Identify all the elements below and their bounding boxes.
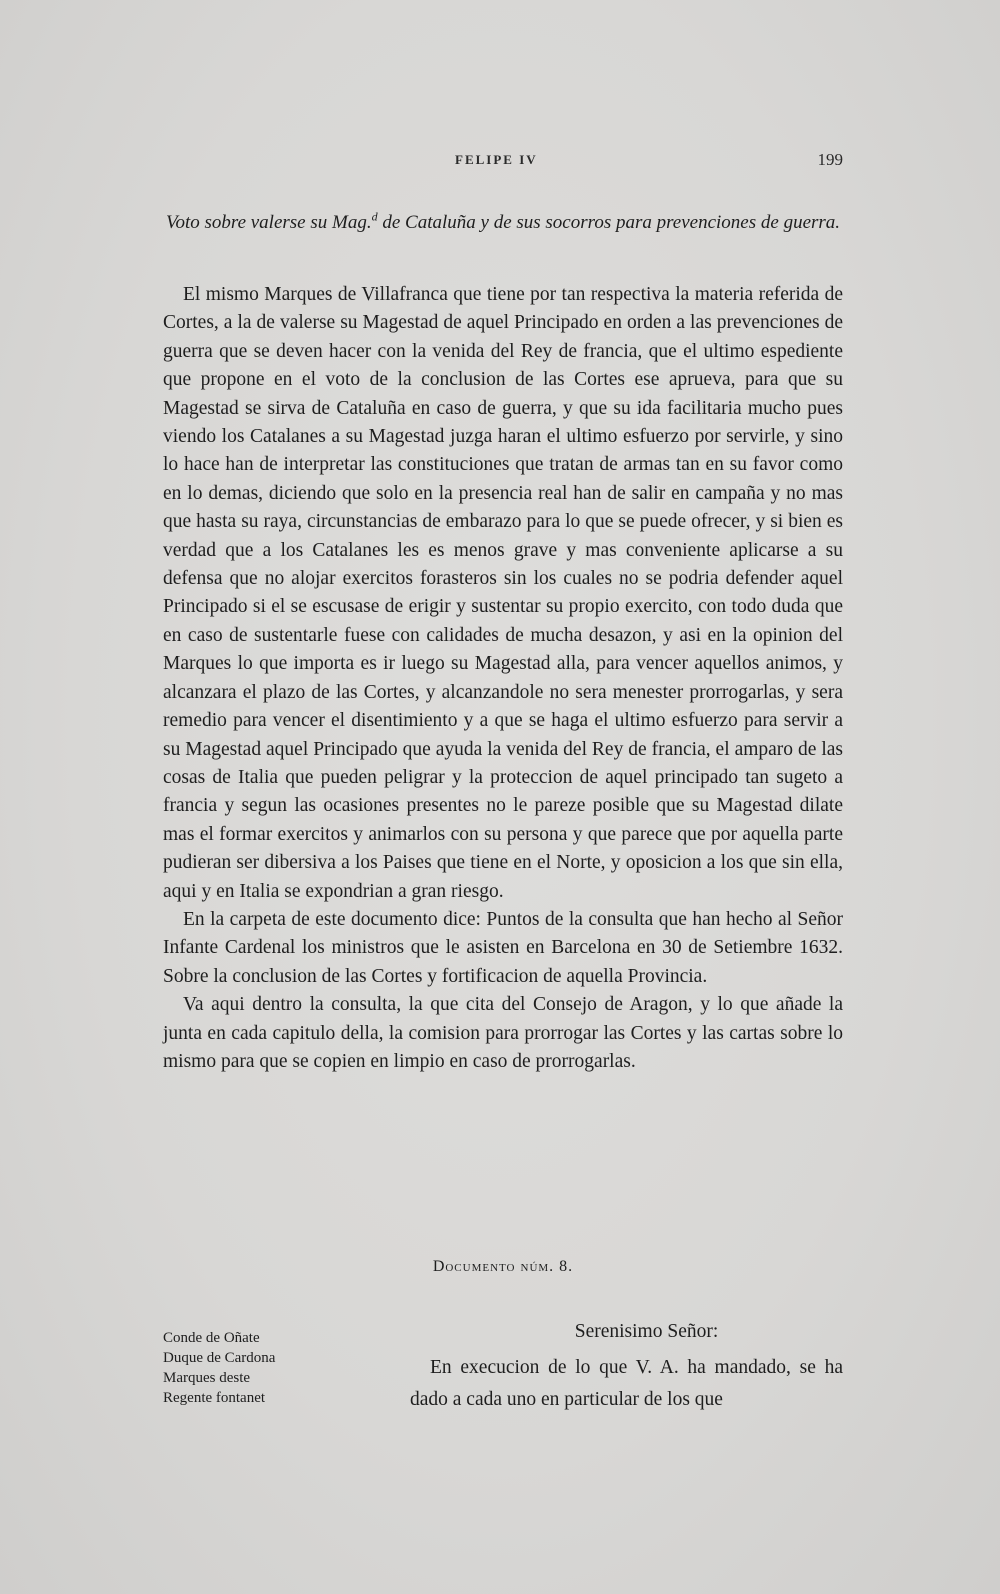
signatory: Conde de Oñate — [163, 1330, 260, 1346]
signatory: Marques deste — [163, 1370, 251, 1386]
document-title: Documento núm. 8. — [432, 1258, 574, 1275]
running-title: FELIPE IV — [455, 152, 538, 167]
section-heading-superscript: d — [371, 209, 378, 224]
section-heading-part1: Voto sobre valerse su Mag. — [165, 212, 372, 233]
paragraph-consulta: Va aqui dentro la consulta, la que cita del Consejo de Aragon, y lo que añade la junta en cada capitulo della, la comision para prorrogar las Cortes y las cartas sobre lo mismo para que se copien en limpio en caso de prorrogarlas. — [163, 994, 843, 1072]
signatory: Duque de Cardona — [163, 1350, 276, 1366]
paragraph-vote: El mismo Marques de Villafranca que tiene por tan respectiva la materia referida de Cortes, a la de valerse su Magestad de aquel Principado en orden a las prevenciones de guerra que se deven hacer con la venida del Rey de francia, que el ultimo espediente que propone en el voto de la conclusion de las Cortes ese aprueva, para que su Magestad se sirva de Cataluña en caso de guerra, y que su ida facilitaria mucho pues viendo los Catalanes a su Magestad juzga haran el ultimo esfuerzo por servirle, y sino lo hace han de interpretar las constituciones que tratan de armas tan en su favor como en lo demas, diciendo que solo en la presencia real han de salir en campaña y no mas que hasta su raya, circunstancias de embarazo para lo que se puede ofrecer, y si bien es verdad que a los Catalanes les es menos grave y mas conveniente aplicarse a su defensa que no alojar exercitos forasteros sin los cuales no se podria defender aquel Principado si el se escusase de erigir y sustentar su propio exercito, con todo duda que en caso de sustentarle fuese con calidades de mucha desazon, y asi en la opinion del Marques lo que importa es ir luego su Magestad alla, para vencer aquellos animos, y alcanzara el plazo de las Cortes, y alcanzandole no sera menester prorrogarlas, y sera remedio para vencer el disentimiento y a que se haga el ultimo esfuerzo para servir a su Magestad aquel Principado que ayuda la venida del Rey de francia, el amparo de las cosas de Italia que pueden peligrar y la proteccion de aquel principado tan sugeto a francia y segun las ocasiones presentes no le pareze posible que su Magestad dilate mas el formar exercitos y animarlos con su persona y que parece que por aquella parte pudieran ser dibersiva a los Paises que tiene en el Norte, y oposicion a los que sin ella, aqui y en Italia se expondrian a gran riesgo. — [163, 284, 843, 902]
page-number: 199 — [817, 150, 843, 169]
section-heading — [163, 208, 843, 237]
letter-block — [410, 1316, 843, 1416]
letter-salutation: Serenisimo Señor: — [574, 1321, 719, 1342]
paragraph-carpeta: En la carpeta de este documento dice: Puntos de la consulta que han hecho al Señor Infante Cardenal los ministros que le asisten en Barcelona en 30 de Setiembre 1632. Sobre la conclusion de las Cortes y fortificacion de aquella Provincia. — [163, 908, 843, 987]
signatories-list — [163, 1328, 333, 1408]
signatory: Regente fontanet — [163, 1390, 266, 1406]
section-heading-part2: de Cataluña y de sus socorros para prevenciones de guerra. — [377, 212, 841, 233]
running-head — [163, 152, 843, 176]
letter-text: En execucion de lo que V. A. ha mandado, se ha dado a cada uno en particular de los que — [410, 1357, 843, 1410]
body-text — [163, 281, 843, 1076]
